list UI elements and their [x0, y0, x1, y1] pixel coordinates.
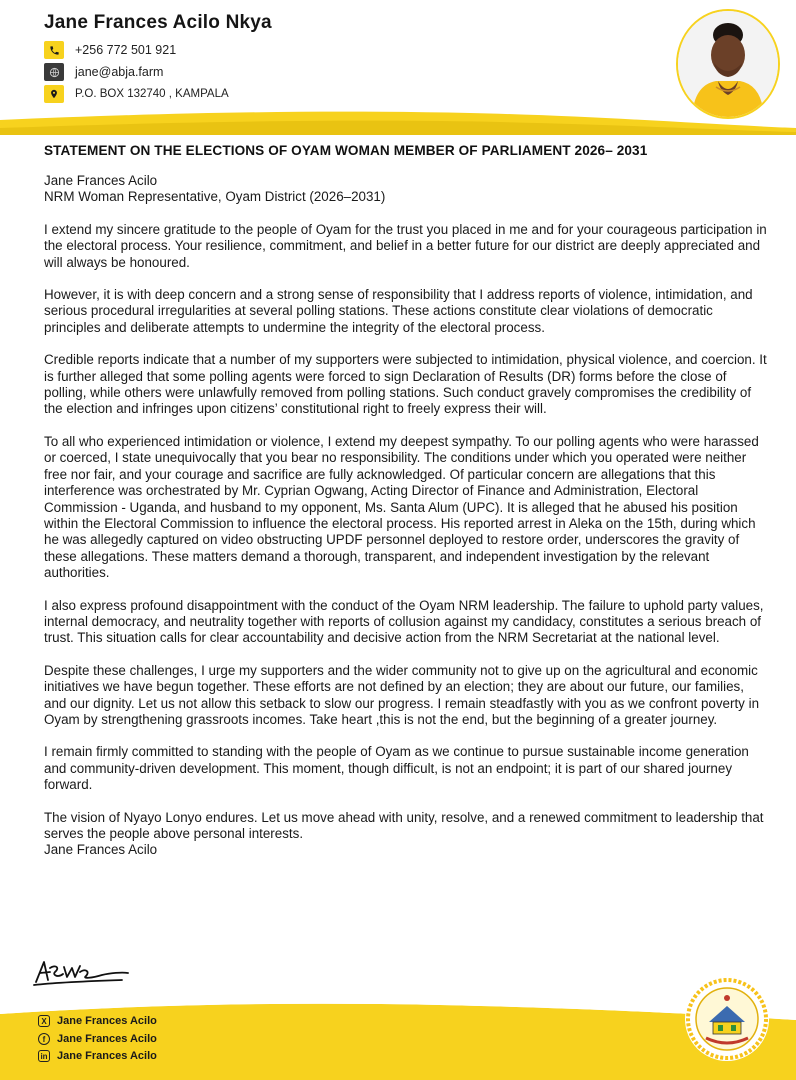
social-handle: Jane Frances Acilo [57, 1050, 157, 1062]
social-handle: Jane Frances Acilo [57, 1015, 157, 1027]
postal-address: P.O. BOX 132740 , KAMPALA [75, 88, 229, 100]
facebook-icon: f [38, 1033, 50, 1045]
phone-number[interactable]: +256 772 501 921 [75, 43, 177, 57]
location-pin-icon [44, 85, 64, 103]
email-address[interactable]: jane@abja.farm [75, 65, 164, 79]
paragraph: However, it is with deep concern and a strong sense of responsibility that I address reports of violence, intimidation, and serious procedural irregularities at several polling stations. These actions constitute clear violations of democratic principles and deliberate attempts to undermine the integrity of the electoral process. [44, 287, 753, 335]
email-row [44, 63, 163, 81]
social-facebook-row[interactable] [38, 1033, 157, 1045]
paragraph: I remain firmly committed to standing with the people of Oyam as we continue to pursue sustainable income generation and community-driven development. This moment, though difficult, is not an endpoint; it is part of our shared journey forward. [44, 744, 749, 793]
author-portrait [676, 9, 780, 119]
statement-author: Jane Frances Acilo [44, 173, 158, 188]
paragraph: To all who experienced intimidation or violence, I extend my deepest sympathy. To our polling agents who were harassed or coerced, I state unequivocally that you bear no responsibility. The conditions under which you operated were neither free nor fair, and your courage and sacrifice are fully acknowledged. Of particular concern are allegations that this interference was orchestrated by Mr. Cyprian Ogwang, Acting Director of Finance and Administration, Electoral Commission - Uganda, and husband to my opponent, Ms. Santa Alum (UPC). It is alleged that he abused his position within the Electoral Commission to influence the electoral process. His reported arrest in Aleka on the 15th, during which he was allegedly captured on video obstructing UPDF personnel deployed to restore order, underscores the gravity of these allegations. These matters demand a thorough, transparent, and independent investigation by the relevant authorities. [44, 433, 759, 581]
paragraph: I extend my sincere gratitude to the people of Oyam for the trust you placed in me and for your courageous participation in the electoral process. Your resilience, commitment, and belief in a better future for our district are deeply appreciated and will always be honoured. [44, 221, 767, 270]
statement-title: STATEMENT ON THE ELECTIONS OF OYAM WOMAN MEMBER OF PARLIAMENT 2026– 2031 [44, 143, 648, 158]
social-linkedin-row[interactable] [38, 1050, 157, 1062]
phone-icon [44, 41, 64, 59]
statement-position: NRM Woman Representative, Oyam District (2026–2031) [44, 189, 386, 205]
paragraph: Despite these challenges, I urge my supporters and the wider community not to give up on the agricultural and economic initiatives we have begun together. These efforts are not defined by an election; they are about our future, our families, and our dignity. Let us not allow this setback to slow our progress. I remain steadfastly with you as we confront poverty in Oyam by strengthening grassroots incomes. Take heart ,this is not the end, but the beginning of a greater journey. [44, 662, 760, 727]
organization-emblem [684, 976, 770, 1062]
author-name-heading: Jane Frances Acilo Nkya [44, 12, 272, 33]
x-icon: X [38, 1015, 50, 1027]
globe-icon [44, 63, 64, 81]
handwritten-signature [30, 956, 134, 990]
social-handle: Jane Frances Acilo [57, 1033, 157, 1045]
paragraph: I also express profound disappointment with the conduct of the Oyam NRM leadership. The failure to uphold party values, internal democracy, and neutrality together with reports of collusion against my candidacy, constitutes a serious breach of trust. This situation calls for clear accountability and decisive action from the NRM Secretariat at the national level. [44, 597, 764, 646]
paragraph: The vision of Nyayo Lonyo endures. Let us move ahead with unity, resolve, and a renewed commitment to leadership that serves the people above personal interests. [44, 809, 764, 841]
sign-off-name: Jane Frances Acilo [44, 842, 158, 858]
paragraph: Credible reports indicate that a number of my supporters were subjected to intimidation, physical violence, and coercion. It is further alleged that some polling agents were forced to sign Declaration of Results (DR) forms before the close of polling, while others were unlawfully removed from polling stations. Such conduct gravely compromises the credibility of the election and infringes upon citizens’ constitutional right to freely express their will. [44, 352, 767, 417]
statement-body [44, 143, 768, 859]
address-row [44, 85, 229, 103]
phone-row [44, 41, 176, 59]
linkedin-icon: in [38, 1050, 50, 1062]
social-x-row[interactable] [38, 1015, 157, 1027]
